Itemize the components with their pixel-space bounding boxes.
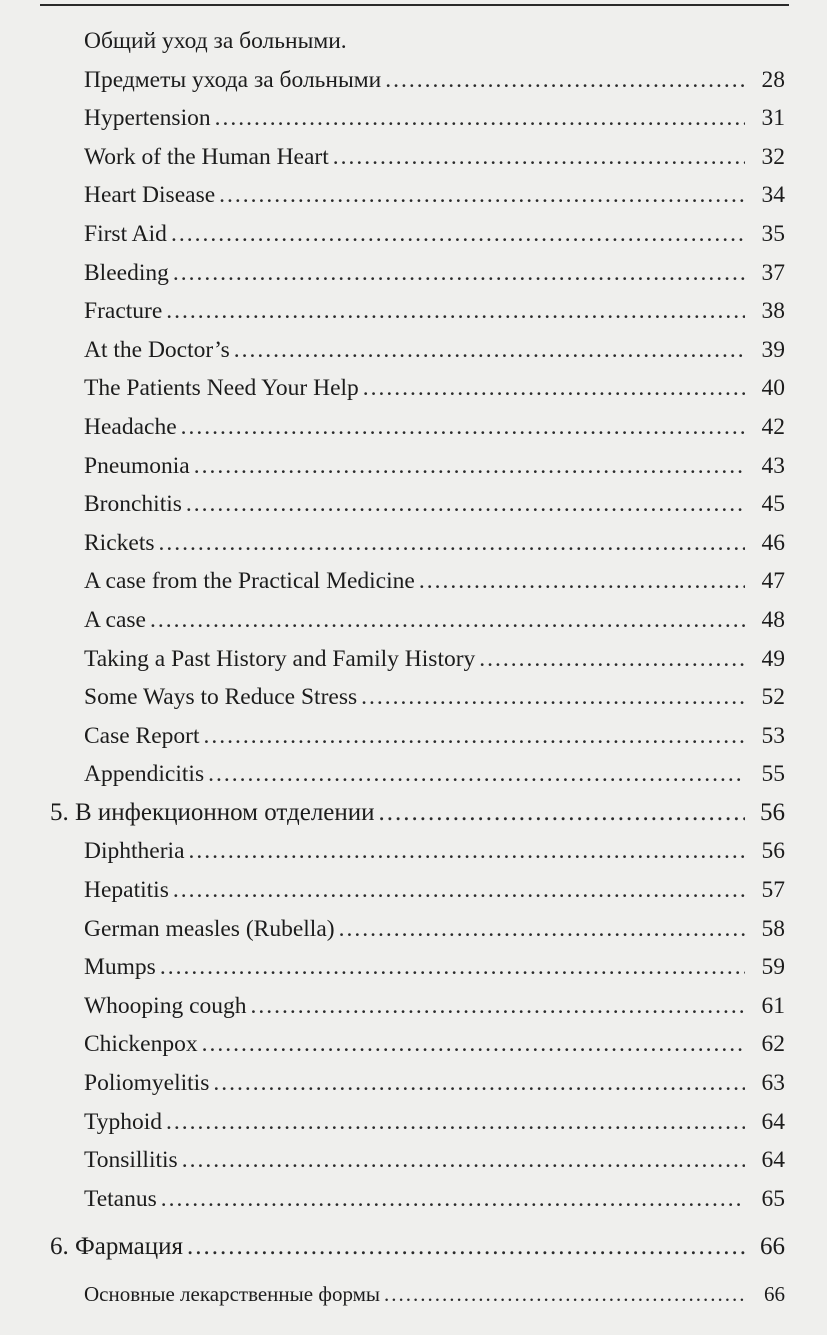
toc-entry	[0, 910, 785, 949]
toc-entry-page: 42	[761, 413, 785, 440]
toc-entry	[0, 61, 785, 100]
toc-entry-title: Bleeding	[84, 259, 169, 286]
toc-entry	[0, 1064, 785, 1103]
toc-entry	[0, 524, 785, 563]
toc-entry-page: 38	[761, 298, 785, 325]
toc-entry	[0, 215, 785, 254]
dot-leader	[182, 1141, 745, 1180]
toc-entry	[0, 447, 785, 486]
toc-entry-title: Chickenpox	[84, 1031, 198, 1058]
dot-leader	[339, 910, 745, 949]
toc-entry	[0, 755, 785, 794]
toc-entry-title: 6. Фармация	[50, 1233, 183, 1261]
toc-entry-page: 58	[761, 915, 785, 942]
toc-entry-page: 28	[761, 66, 785, 93]
toc-entry	[0, 678, 785, 717]
toc-entry-page: 64	[761, 1108, 785, 1135]
toc-entry-title: Основные лекарственные формы	[84, 1282, 381, 1306]
dot-leader	[189, 832, 746, 871]
toc-entry	[0, 408, 785, 447]
dot-leader	[173, 871, 745, 910]
dot-leader	[213, 1064, 745, 1103]
toc-entry-page: 32	[761, 143, 785, 170]
toc-entry-page: 52	[761, 684, 785, 711]
toc-entry-page: 31	[761, 105, 785, 132]
dot-leader	[194, 447, 745, 486]
toc-entry-title: Общий уход за больными.	[84, 28, 347, 54]
toc-entry-title: Some Ways to Reduce Stress	[84, 684, 358, 711]
dot-leader	[202, 1025, 745, 1064]
toc-entry-title: Work of the Human Heart	[84, 143, 329, 170]
toc-entry-page: 45	[761, 491, 785, 518]
toc-section-heading	[0, 1228, 785, 1267]
toc-entry-page: 49	[761, 645, 785, 672]
toc-entry-page: 65	[761, 1185, 785, 1212]
dot-leader	[379, 794, 745, 833]
toc-entry-title: First Aid	[84, 220, 167, 247]
toc-entry-page: 64	[761, 1147, 785, 1174]
toc-entry-title: Taking a Past History and Family History	[84, 645, 476, 672]
toc-entry-title: A case	[84, 606, 146, 633]
toc-entry-page: 39	[761, 336, 785, 363]
toc-entry	[0, 562, 785, 601]
toc-entry	[0, 331, 785, 370]
dot-leader	[361, 678, 745, 717]
toc-entry-title: A case from the Practical Medicine	[84, 568, 415, 595]
toc-entry-title: 5. В инфекционном отделении	[50, 798, 375, 826]
toc-entry-title: Bronchitis	[84, 491, 182, 518]
dot-leader	[161, 1180, 745, 1219]
toc-entry	[0, 948, 785, 987]
dot-leader	[419, 562, 745, 601]
toc-entry-title: Poliomyelitis	[84, 1070, 210, 1097]
toc-entry	[0, 485, 785, 524]
table-of-contents	[0, 22, 827, 1314]
toc-entry-title: Case Report	[84, 722, 200, 749]
toc-section-heading	[0, 794, 785, 833]
toc-entry	[0, 292, 785, 331]
dot-leader	[187, 1228, 745, 1267]
toc-entry	[0, 369, 785, 408]
dot-leader	[333, 138, 745, 177]
toc-entry-page: 59	[761, 954, 785, 981]
toc-entry	[0, 832, 785, 871]
dot-leader	[181, 408, 745, 447]
toc-entry	[0, 138, 785, 177]
toc-entry-page: 66	[764, 1282, 785, 1306]
toc-entry-title: Hepatitis	[84, 877, 169, 904]
toc-entry-page: 47	[761, 568, 785, 595]
toc-entry	[0, 640, 785, 679]
toc-entry-title: Whooping cough	[84, 992, 247, 1019]
dot-leader	[234, 331, 745, 370]
toc-entry-title: At the Doctor’s	[84, 336, 230, 363]
toc-entry-page: 46	[761, 529, 785, 556]
toc-entry-page: 61	[761, 992, 785, 1019]
toc-entry	[0, 1180, 785, 1219]
toc-entry-page: 34	[761, 182, 785, 209]
dot-leader	[215, 99, 745, 138]
dot-leader	[251, 987, 745, 1026]
toc-entry	[0, 1275, 785, 1314]
toc-entry-page: 40	[761, 375, 785, 402]
toc-entry-title: Headache	[84, 413, 177, 440]
top-rule	[40, 4, 789, 6]
toc-entry-title: Typhoid	[84, 1108, 162, 1135]
toc-entry-page: 56	[761, 838, 785, 865]
toc-entry	[0, 1103, 785, 1142]
toc-entry-title: Mumps	[84, 954, 156, 981]
toc-entry-title: Предметы ухода за больными	[84, 66, 382, 93]
dot-leader	[208, 755, 745, 794]
toc-entry-page: 43	[761, 452, 785, 479]
toc-entry-page: 56	[760, 798, 785, 826]
toc-entry-title: The Patients Need Your Help	[84, 375, 359, 402]
toc-entry	[0, 987, 785, 1026]
toc-entry-page: 35	[761, 220, 785, 247]
toc-entry-title: Tonsillitis	[84, 1147, 178, 1174]
dot-leader	[171, 215, 745, 254]
toc-entry	[0, 1025, 785, 1064]
toc-entry	[0, 871, 785, 910]
toc-entry-title: Fracture	[84, 298, 163, 325]
dot-leader	[173, 254, 745, 293]
toc-entry-page: 53	[761, 722, 785, 749]
toc-entry-page: 63	[761, 1070, 785, 1097]
toc-entry	[0, 254, 785, 293]
dot-leader	[385, 61, 745, 100]
dot-leader	[186, 485, 745, 524]
toc-entry-title: Hypertension	[84, 105, 211, 132]
dot-leader	[166, 1103, 745, 1142]
toc-entry	[0, 1141, 785, 1180]
toc-entry	[0, 176, 785, 215]
dot-leader	[160, 948, 745, 987]
toc-entry-title: Appendicitis	[84, 761, 205, 788]
toc-entry-title: Pneumonia	[84, 452, 190, 479]
dot-leader	[363, 369, 745, 408]
toc-entry-page: 57	[761, 877, 785, 904]
toc-entry-page: 66	[760, 1233, 785, 1261]
toc-entry-title: Rickets	[84, 529, 155, 556]
toc-entry-page: 48	[761, 606, 785, 633]
toc-entry	[0, 99, 785, 138]
toc-entry-title: Tetanus	[84, 1185, 157, 1212]
toc-entry	[0, 717, 785, 756]
toc-entry-page: 62	[761, 1031, 785, 1058]
toc-entry-page: 55	[761, 761, 785, 788]
toc-entry	[0, 22, 785, 61]
dot-leader	[219, 176, 745, 215]
toc-entry-title: Diphtheria	[84, 838, 185, 865]
dot-leader	[166, 292, 745, 331]
dot-leader	[479, 640, 745, 679]
toc-entry-title: Heart Disease	[84, 182, 216, 209]
dot-leader	[384, 1275, 745, 1314]
toc-entry-page: 37	[761, 259, 785, 286]
dot-leader	[150, 601, 745, 640]
dot-leader	[159, 524, 746, 563]
dot-leader	[204, 717, 745, 756]
toc-entry-title: German measles (Rubella)	[84, 915, 335, 942]
toc-entry	[0, 601, 785, 640]
